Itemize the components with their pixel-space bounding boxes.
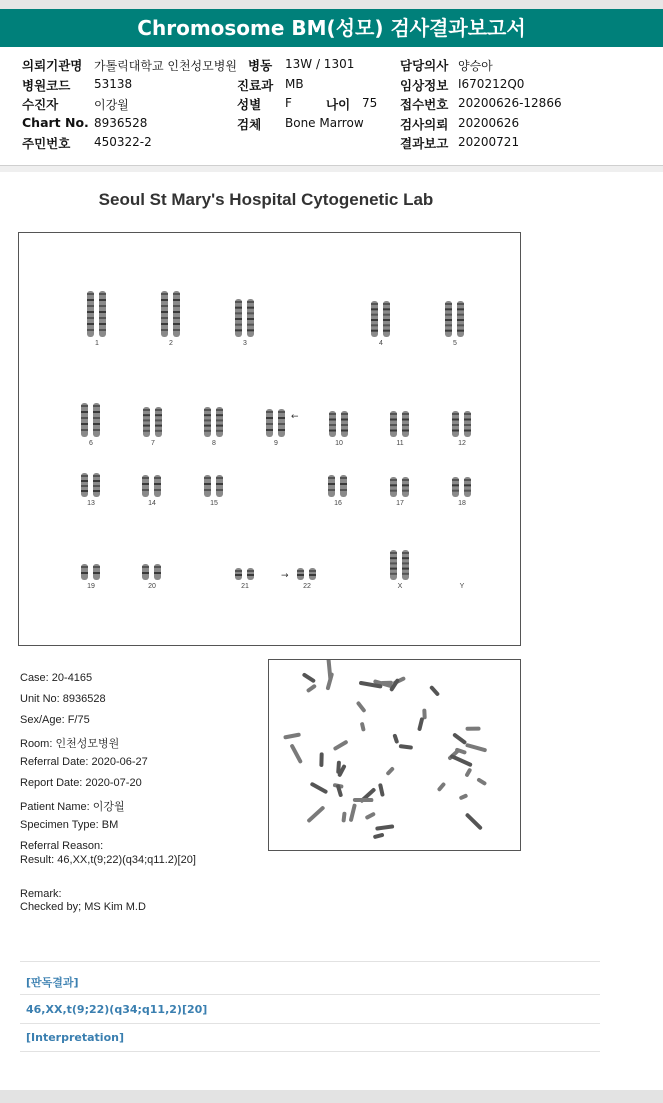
clinical-label: 임상정보 [400, 78, 449, 93]
specimen-type-line: Specimen Type: BM [20, 819, 119, 831]
metaphase-chromosome [476, 777, 487, 786]
patient-value: 이강월 [94, 98, 129, 112]
chromosome-pair-7 [143, 407, 162, 437]
age-value: 75 [362, 96, 378, 110]
chromosome-label: 20 [148, 583, 156, 590]
metaphase-chromosome [465, 727, 480, 731]
metaphase-image [268, 659, 521, 851]
patient-name-line: Patient Name: 이강월 [20, 801, 125, 813]
chromosome-label: 8 [212, 440, 216, 447]
chromosome-label: 13 [87, 500, 95, 507]
metaphase-chromosome [353, 798, 374, 802]
chromosome-pair-1 [87, 291, 106, 337]
divider [20, 1023, 600, 1024]
metaphase-chromosome [465, 812, 483, 830]
metaphase-chromosome [365, 812, 376, 821]
room-line: Room: 인천성모병원 [20, 738, 120, 750]
chromosome-pair-16 [328, 475, 347, 497]
chromosome-pair-X [390, 550, 409, 580]
chromosome-label: 16 [334, 500, 342, 507]
chromosome-label: 10 [335, 440, 343, 447]
metaphase-chromosome [417, 717, 424, 731]
doctor-label: 담당의사 [400, 58, 449, 73]
metaphase-chromosome [373, 833, 385, 840]
sex-value: F [285, 96, 292, 110]
lab-title: Seoul St Mary's Hospital Cytogenetic Lab [98, 190, 434, 209]
chromosome-pair-13 [81, 473, 100, 497]
metaphase-chromosome [319, 752, 323, 767]
chromosome-label: 9 [274, 440, 278, 447]
chromosome-pair-8 [204, 407, 223, 437]
chromosome-pair-14 [142, 475, 161, 497]
chromosome-label: 11 [396, 440, 404, 447]
metaphase-chromosome [464, 767, 472, 777]
unit-line: Unit No: 8936528 [20, 693, 106, 705]
chromosome-pair-12 [452, 411, 471, 437]
patient-label: 수진자 [22, 97, 59, 112]
translocation-arrow-9: ← [291, 412, 299, 422]
reading-header: [판독결과] [26, 976, 79, 989]
chromosome-pair-9 [266, 409, 285, 437]
metaphase-chromosome [302, 672, 316, 683]
sex-label: 성별 [237, 97, 262, 112]
chromosome-label: 21 [241, 583, 249, 590]
id-label: 주민번호 [22, 136, 71, 151]
specimen-value: Bone Marrow [285, 116, 364, 130]
chromosome-pair-3 [235, 299, 254, 337]
sexage-line: Sex/Age: F/75 [20, 714, 90, 726]
report-date-value: 20200721 [458, 135, 520, 149]
referral-reason-line: Referral Reason: [20, 840, 104, 852]
metaphase-chromosome [306, 805, 325, 823]
interpretation-header: [Interpretation] [26, 1031, 124, 1044]
chromosome-pair-5 [445, 301, 464, 337]
age-label: 나이 [326, 97, 351, 112]
chromosome-label: 4 [379, 340, 383, 347]
ward-value: 13W / 1301 [285, 57, 355, 71]
remark-line: Remark: [20, 888, 62, 900]
metaphase-chromosome [349, 803, 357, 822]
metaphase-chromosome [325, 672, 334, 690]
patient-info-panel [0, 47, 663, 166]
report-title: Chromosome BM(성모) 검사결과보고서 [137, 16, 526, 40]
chromosome-pair-18 [452, 477, 471, 497]
metaphase-chromosome [449, 754, 472, 767]
reception-label: 접수번호 [400, 97, 449, 112]
chromosome-label: 7 [151, 440, 155, 447]
chromosome-label: 2 [169, 340, 173, 347]
metaphase-chromosome [437, 782, 447, 792]
top-strip [0, 0, 663, 9]
divider [20, 994, 600, 995]
chromosome-label: 22 [303, 583, 311, 590]
translocation-arrow-22: → [281, 571, 289, 581]
metaphase-chromosome [465, 743, 487, 753]
result-line: Result: 46,XX,t(9;22)(q34;q11.2)[20] [20, 854, 196, 866]
case-line: Case: 20-4165 [20, 672, 93, 684]
chromosome-label: Y [459, 583, 465, 590]
id-value: 450322-2 [94, 135, 152, 149]
chromosome-pair-10 [329, 411, 348, 437]
chromosome-pair-2 [161, 291, 180, 337]
metaphase-chromosome [452, 732, 467, 745]
report-document [0, 172, 663, 1090]
metaphase-chromosome [356, 701, 367, 714]
metaphase-chromosome [310, 782, 329, 795]
report-date-line: Report Date: 2020-07-20 [20, 777, 142, 789]
report-date-label: 결과보고 [400, 136, 449, 151]
request-value: 20200626 [458, 116, 520, 130]
metaphase-chromosome [380, 681, 393, 685]
chromosome-label: 19 [87, 583, 95, 590]
institution-label: 의뢰기관명 [22, 58, 83, 73]
karyogram-figure [19, 233, 520, 645]
chromosome-pair-21 [235, 568, 254, 580]
divider [20, 961, 600, 962]
chromosome-label: 6 [89, 440, 93, 447]
hospital-code-label: 병원코드 [22, 78, 71, 93]
referral-date-line: Referral Date: 2020-06-27 [20, 756, 148, 768]
chromosome-pair-6 [81, 403, 100, 437]
clinical-value: I670212Q0 [458, 77, 525, 91]
chromosome-pair-19 [81, 564, 100, 580]
chromosome-label: 18 [458, 500, 466, 507]
hospital-code-value: 53138 [94, 77, 133, 91]
divider [20, 1051, 600, 1052]
metaphase-chromosome [378, 783, 385, 797]
metaphase-figure [269, 660, 520, 850]
chromosome-label: 12 [458, 440, 466, 447]
chart-label: Chart No. [22, 115, 89, 130]
ward-label: 병동 [248, 58, 273, 73]
chromosome-pair-15 [204, 475, 223, 497]
bottom-strip [0, 1090, 663, 1103]
metaphase-chromosome [341, 812, 346, 823]
chromosome-pair-22 [297, 568, 316, 580]
metaphase-chromosome [375, 824, 394, 830]
chromosome-label: 17 [396, 500, 404, 507]
dept-value: MB [285, 77, 304, 91]
chromosome-label: 14 [148, 500, 156, 507]
metaphase-chromosome [306, 684, 317, 694]
reading-value: 46,XX,t(9;22)(q34;q11,2)[20] [26, 1003, 208, 1016]
chromosome-pair-17 [390, 477, 409, 497]
karyogram-image [18, 232, 521, 646]
chromosome-pair-20 [142, 564, 161, 580]
metaphase-chromosome [459, 793, 469, 800]
chromosome-pair-4 [371, 301, 390, 337]
chromosome-pair-11 [390, 411, 409, 437]
metaphase-chromosome [289, 743, 303, 764]
metaphase-chromosome [399, 744, 413, 750]
chromosome-label: 3 [243, 340, 247, 347]
dept-label: 진료과 [237, 78, 274, 93]
metaphase-chromosome [385, 766, 395, 776]
checked-line: Checked by; MS Kim M.D [20, 901, 146, 913]
metaphase-chromosome [333, 740, 349, 752]
chromosome-label: 15 [210, 500, 218, 507]
chromosome-label: X [397, 583, 403, 590]
reception-value: 20200626-12866 [458, 96, 562, 110]
doctor-value: 양승아 [458, 59, 493, 73]
specimen-label: 검체 [237, 117, 262, 132]
metaphase-chromosome [429, 685, 440, 697]
metaphase-chromosome [283, 732, 301, 739]
chromosome-label: 1 [95, 340, 99, 347]
request-label: 검사의뢰 [400, 117, 449, 132]
chromosome-label: 5 [453, 340, 457, 347]
institution-value: 가톨릭대학교 인천성모병원 [94, 59, 237, 73]
report-title-banner [0, 9, 663, 47]
metaphase-chromosome [392, 733, 399, 744]
metaphase-chromosome [360, 722, 366, 732]
chart-value: 8936528 [94, 116, 148, 130]
